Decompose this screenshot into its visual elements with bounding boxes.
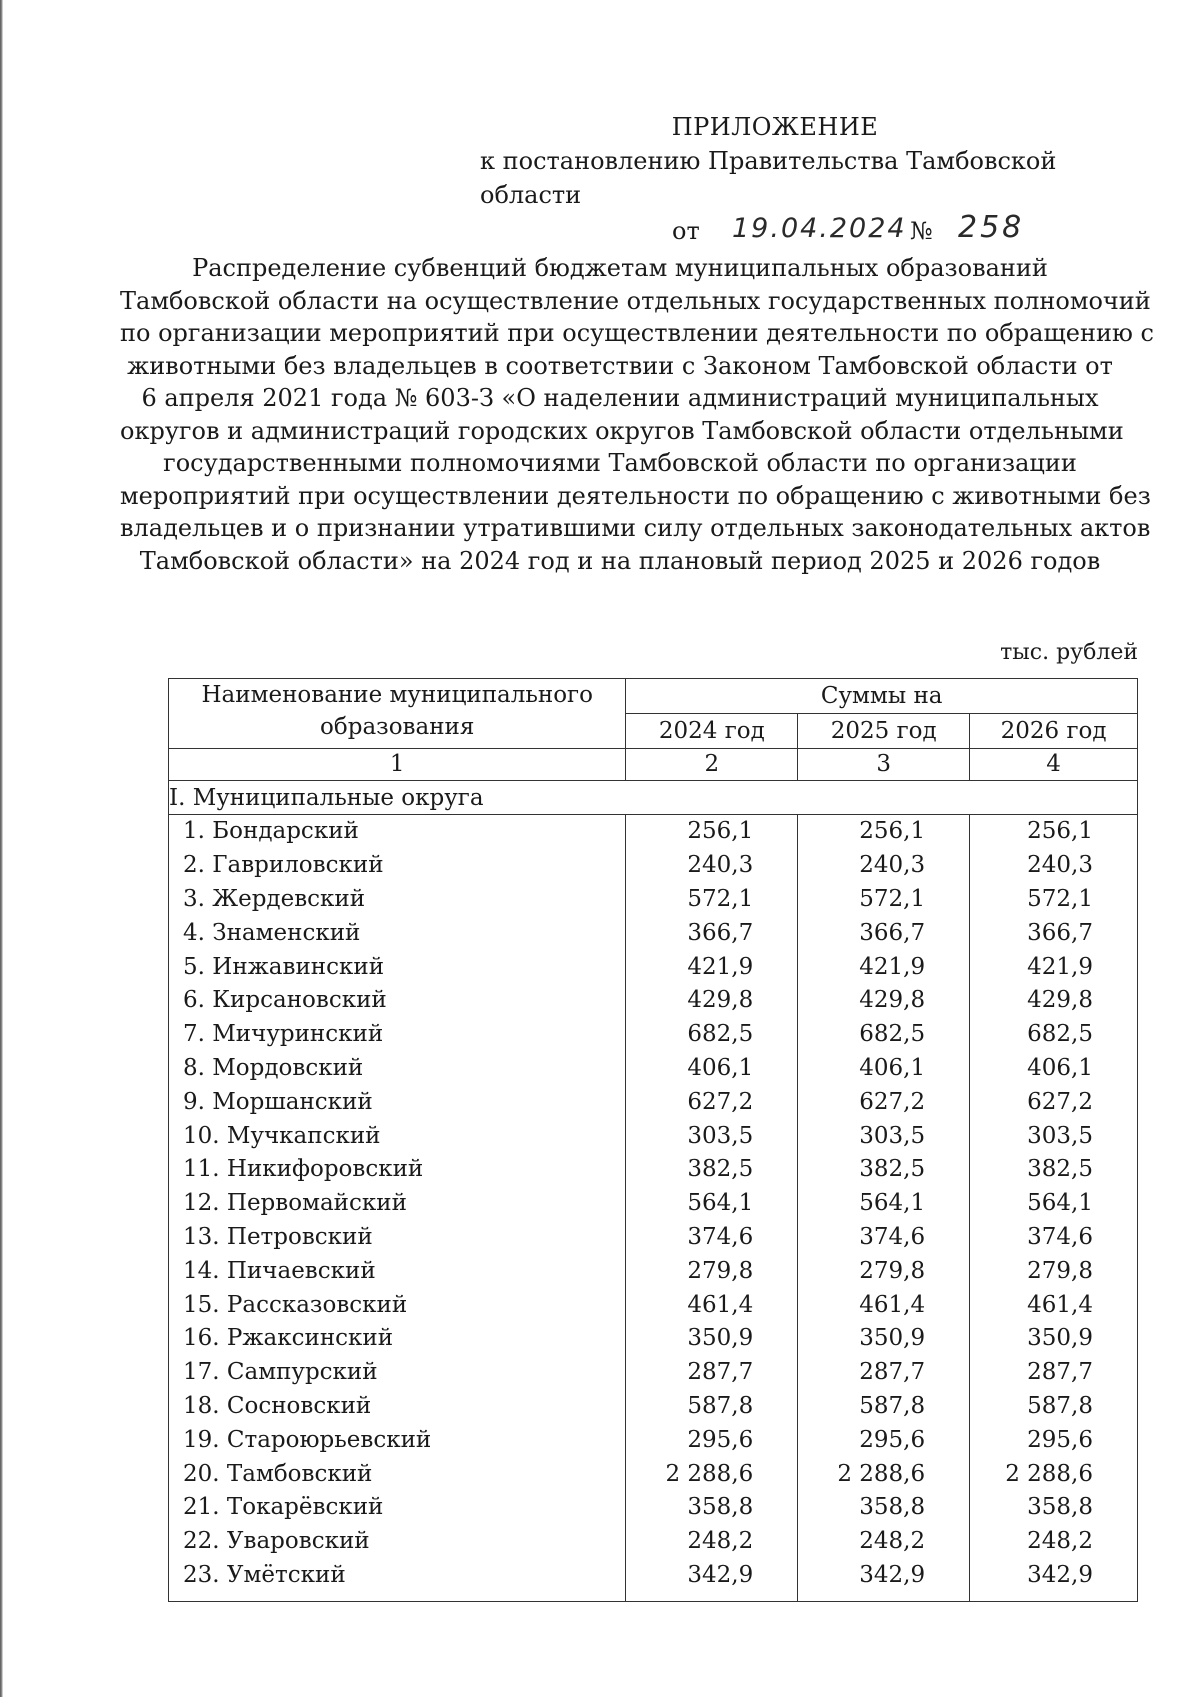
table-row (169, 950, 1138, 984)
amount-2026: 382,5 (970, 1153, 1138, 1187)
amount-2024: 303,5 (626, 1119, 798, 1153)
amount-2025: 240,3 (798, 849, 970, 883)
amount-2026: 682,5 (970, 1018, 1138, 1052)
table-row (169, 1052, 1138, 1086)
amount-2026: 429,8 (970, 984, 1138, 1018)
amount-2024: 279,8 (626, 1254, 798, 1288)
municipality-name: 22. Уваровский (169, 1525, 626, 1559)
municipality-name: 19. Староюрьевский (169, 1423, 626, 1457)
table-row (169, 1288, 1138, 1322)
amount-2025: 350,9 (798, 1322, 970, 1356)
municipality-name: 7. Мичуринский (169, 1018, 626, 1052)
amount-2025: 406,1 (798, 1052, 970, 1086)
amount-2026: 279,8 (970, 1254, 1138, 1288)
amount-2025: 382,5 (798, 1153, 970, 1187)
amount-2026: 366,7 (970, 916, 1138, 950)
amount-2026: 350,9 (970, 1322, 1138, 1356)
amount-2024: 429,8 (626, 984, 798, 1018)
municipality-name: 10. Мучкапский (169, 1119, 626, 1153)
amount-2026: 406,1 (970, 1052, 1138, 1086)
municipality-name: 14. Пичаевский (169, 1254, 626, 1288)
appendix-date-line (480, 212, 1140, 248)
section-row (169, 781, 1138, 815)
amount-2024: 350,9 (626, 1322, 798, 1356)
amount-2026: 572,1 (970, 883, 1138, 917)
handwritten-date: 19.04.2024 (732, 213, 907, 244)
units-label: тыс. рублей (1000, 640, 1138, 665)
header-year-2026: 2026 год (970, 714, 1138, 749)
amount-2024: 366,7 (626, 916, 798, 950)
amount-2025: 627,2 (798, 1085, 970, 1119)
table-row (169, 1322, 1138, 1356)
table-row (169, 916, 1138, 950)
amount-2024: 461,4 (626, 1288, 798, 1322)
amount-2024: 256,1 (626, 815, 798, 849)
amount-2025: 2 288,6 (798, 1457, 970, 1491)
amount-2026: 421,9 (970, 950, 1138, 984)
municipality-name: 11. Никифоровский (169, 1153, 626, 1187)
amount-2025: 572,1 (798, 883, 970, 917)
amount-2026: 287,7 (970, 1356, 1138, 1390)
section-title: I. Муниципальные округа (169, 781, 1138, 815)
municipality-name: 23. Умётский (169, 1559, 626, 1602)
amount-2025: 248,2 (798, 1525, 970, 1559)
title-line: Тамбовской области» на 2024 год и на плановый период 2025 и 2026 годов (139, 546, 1101, 575)
date-prefix: от (672, 217, 700, 245)
title-line: 6 апреля 2021 года № 603-З «О наделении администраций муниципальных (141, 384, 1099, 412)
amount-2024: 248,2 (626, 1525, 798, 1559)
column-number: 3 (798, 749, 970, 781)
amount-2025: 366,7 (798, 916, 970, 950)
amount-2025: 342,9 (798, 1559, 970, 1602)
subventions-table (168, 678, 1138, 1602)
amount-2025: 587,8 (798, 1390, 970, 1424)
amount-2025: 682,5 (798, 1018, 970, 1052)
amount-2025: 295,6 (798, 1423, 970, 1457)
column-number: 4 (970, 749, 1138, 781)
title-line: мероприятий при осуществлении деятельности по обращению с животными без (120, 481, 1151, 510)
appendix-subtitle: к постановлению Правительства Тамбовской области (480, 147, 1057, 209)
number-sign: № (910, 217, 933, 245)
amount-2024: 406,1 (626, 1052, 798, 1086)
amount-2024: 2 288,6 (626, 1457, 798, 1491)
amount-2024: 374,6 (626, 1221, 798, 1255)
table-row (169, 1119, 1138, 1153)
municipality-name: 6. Кирсановский (169, 984, 626, 1018)
amount-2025: 287,7 (798, 1356, 970, 1390)
title-line: Распределение субвенций бюджетам муниципальных образований (192, 254, 1048, 282)
amount-2024: 295,6 (626, 1423, 798, 1457)
title-line: животными без владельцев в соответствии с Законом Тамбовской области от (127, 351, 1113, 380)
table-row (169, 1423, 1138, 1457)
table-row (169, 815, 1138, 849)
amount-2025: 279,8 (798, 1254, 970, 1288)
amount-2026: 342,9 (970, 1559, 1138, 1602)
title-line: Тамбовской области на осуществление отдельных государственных полномочий (120, 286, 1151, 315)
municipality-name: 21. Токарёвский (169, 1491, 626, 1525)
amount-2026: 2 288,6 (970, 1457, 1138, 1491)
amount-2026: 374,6 (970, 1221, 1138, 1255)
header-sums: Суммы на (626, 679, 1138, 714)
table-row (169, 1187, 1138, 1221)
municipality-name: 20. Тамбовский (169, 1457, 626, 1491)
municipality-name: 17. Сампурский (169, 1356, 626, 1390)
amount-2026: 587,8 (970, 1390, 1138, 1424)
amount-2024: 342,9 (626, 1559, 798, 1602)
table-row (169, 1153, 1138, 1187)
header-year-2025: 2025 год (798, 714, 970, 749)
title-line: государственными полномочиями Тамбовской области по организации (163, 449, 1077, 477)
title-line: владельцев и о признании утратившими силу отдельных законодательных актов (120, 514, 1151, 542)
amount-2024: 587,8 (626, 1390, 798, 1424)
table-row (169, 1221, 1138, 1255)
municipality-name: 8. Мордовский (169, 1052, 626, 1086)
amount-2026: 303,5 (970, 1119, 1138, 1153)
municipality-name: 5. Инжавинский (169, 950, 626, 984)
handwritten-number: 258 (958, 210, 1025, 245)
amount-2026: 248,2 (970, 1525, 1138, 1559)
amount-2024: 682,5 (626, 1018, 798, 1052)
amount-2026: 564,1 (970, 1187, 1138, 1221)
appendix-header (480, 110, 1140, 248)
table-row (169, 1491, 1138, 1525)
amount-2024: 421,9 (626, 950, 798, 984)
table-row (169, 1085, 1138, 1119)
amount-2025: 429,8 (798, 984, 970, 1018)
municipality-name: 2. Гавриловский (169, 849, 626, 883)
table-row (169, 1525, 1138, 1559)
table-row (169, 849, 1138, 883)
table-row (169, 1390, 1138, 1424)
amount-2025: 303,5 (798, 1119, 970, 1153)
amount-2025: 564,1 (798, 1187, 970, 1221)
page-edge-shadow (0, 0, 3, 1697)
amount-2024: 240,3 (626, 849, 798, 883)
amount-2025: 358,8 (798, 1491, 970, 1525)
amount-2024: 564,1 (626, 1187, 798, 1221)
appendix-title: ПРИЛОЖЕНИЕ (671, 113, 879, 141)
municipality-name: 15. Рассказовский (169, 1288, 626, 1322)
title-line: округов и администраций городских округов Тамбовской области отдельными (120, 416, 1124, 445)
municipality-name: 4. Знаменский (169, 916, 626, 950)
table-row (169, 1254, 1138, 1288)
amount-2024: 358,8 (626, 1491, 798, 1525)
table-row (169, 1559, 1138, 1602)
municipality-name: 13. Петровский (169, 1221, 626, 1255)
municipality-name: 16. Ржаксинский (169, 1322, 626, 1356)
amount-2026: 627,2 (970, 1085, 1138, 1119)
amount-2025: 374,6 (798, 1221, 970, 1255)
table-row (169, 883, 1138, 917)
municipality-name: 18. Сосновский (169, 1390, 626, 1424)
amount-2024: 572,1 (626, 883, 798, 917)
amount-2026: 256,1 (970, 815, 1138, 849)
municipality-name: 3. Жердевский (169, 883, 626, 917)
amount-2026: 358,8 (970, 1491, 1138, 1525)
amount-2024: 287,7 (626, 1356, 798, 1390)
amount-2025: 256,1 (798, 815, 970, 849)
amount-2026: 461,4 (970, 1288, 1138, 1322)
amount-2026: 240,3 (970, 849, 1138, 883)
table-row (169, 984, 1138, 1018)
municipality-name: 12. Первомайский (169, 1187, 626, 1221)
amount-2024: 382,5 (626, 1153, 798, 1187)
table-row (169, 1457, 1138, 1491)
table-row (169, 1018, 1138, 1052)
title-line: по организации мероприятий при осуществлении деятельности по обращению с (120, 319, 1154, 347)
amount-2025: 461,4 (798, 1288, 970, 1322)
amount-2025: 421,9 (798, 950, 970, 984)
table-row (169, 1356, 1138, 1390)
municipality-name: 1. Бондарский (169, 815, 626, 849)
header-municipality-name: Наименование муниципального образования (169, 679, 626, 749)
document-title (120, 252, 1154, 577)
column-numbers-row (169, 749, 1138, 781)
column-number: 2 (626, 749, 798, 781)
municipality-name: 9. Моршанский (169, 1085, 626, 1119)
amount-2024: 627,2 (626, 1085, 798, 1119)
column-number: 1 (169, 749, 626, 781)
header-year-2024: 2024 год (626, 714, 798, 749)
amount-2026: 295,6 (970, 1423, 1138, 1457)
